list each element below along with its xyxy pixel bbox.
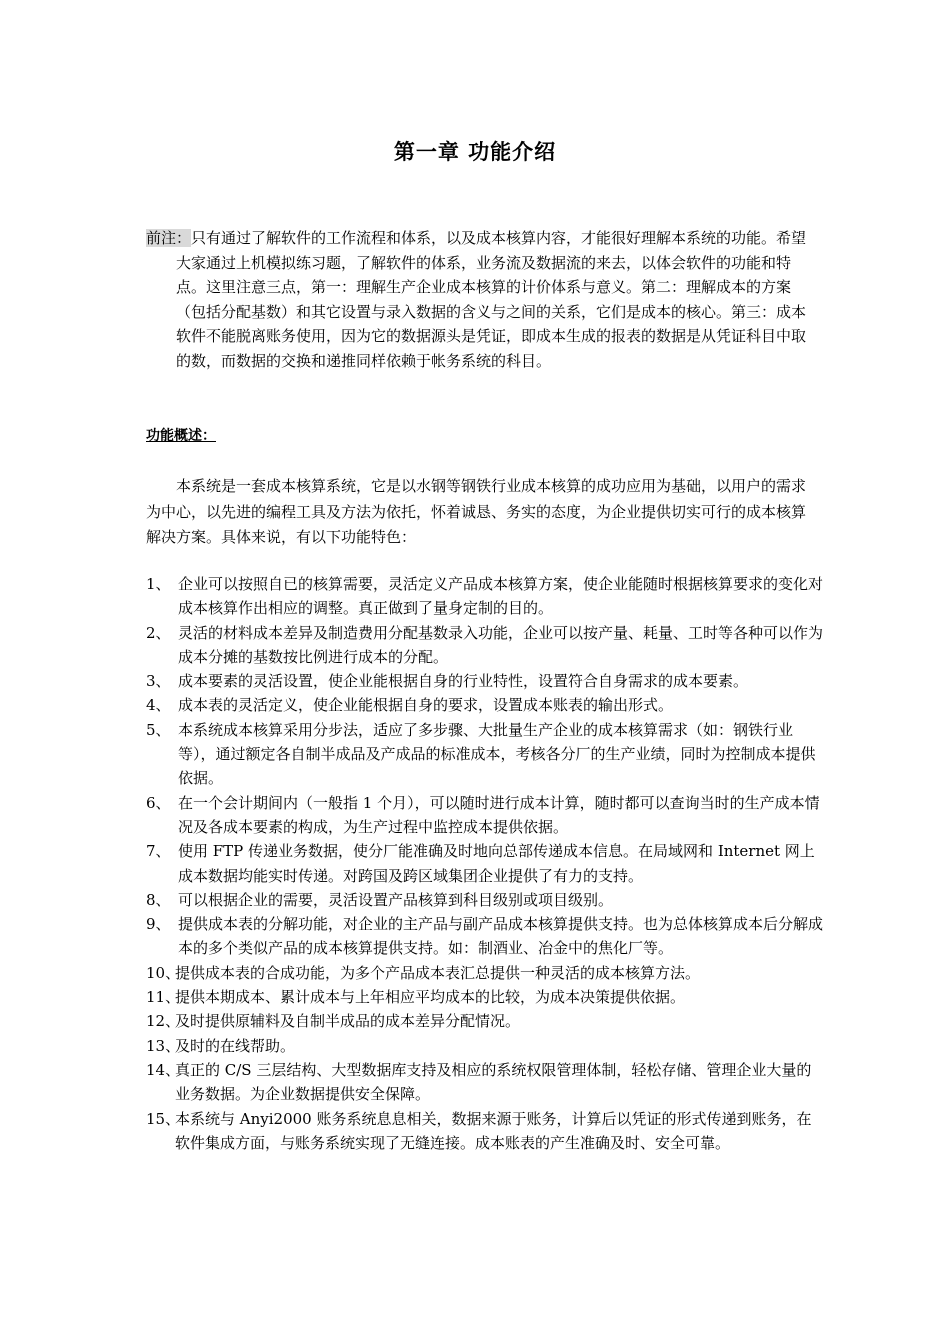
list-item	[146, 839, 826, 888]
list-item	[146, 888, 826, 912]
list-item	[146, 669, 826, 693]
list-item	[146, 985, 826, 1009]
item-number: 15、	[146, 1109, 181, 1128]
list-item	[146, 572, 826, 621]
list-item	[146, 718, 826, 791]
note-label: 前注：	[146, 229, 192, 247]
list-item	[146, 1009, 826, 1033]
item-text: 及时的在线帮助。	[175, 1036, 296, 1055]
item-text: 提供成本表的分解功能，对企业的主产品与副产品成本核算提供支持。也为总体核算成本后分解成本的多个类似产品的成本核算提供支持。如：制酒业、冶金中的焦化厂等。	[178, 915, 824, 958]
item-text: 可以根据企业的需要，灵活设置产品核算到科目级别或项目级别。	[178, 890, 614, 909]
intro-paragraph: 本系统是一套成本核算系统，它是以水钢等钢铁行业成本核算的成功应用为基础，以用户的需求为中心，以先进的编程工具及方法为依托，怀着诚恳、务实的态度，为企业提供切实可行的成本核算解决方案。具体来说，有以下功能特色：	[146, 477, 807, 546]
list-item	[146, 791, 826, 840]
preface-note	[146, 226, 814, 374]
item-text: 成本要素的灵活设置，使企业能根据自身的行业特性，设置符合自身需求的成本要素。	[178, 672, 749, 691]
item-number: 10、	[146, 963, 181, 982]
item-text: 在一个会计期间内（一般指 1 个月），可以随时进行成本计算，随时都可以查询当时的生产成本情况及各成本要素的构成，为生产过程中监控成本提供依据。	[178, 793, 820, 836]
item-number: 1、	[146, 575, 171, 593]
list-item	[146, 912, 826, 961]
item-number: 6、	[146, 793, 171, 812]
item-text: 真正的 C/S 三层结构、大型数据库支持及相应的系统权限管理体制，轻松存储、管理企业大量的业务数据。为企业数据提供安全保障。	[175, 1060, 812, 1104]
note-text: 只有通过了解软件的工作流程和体系，以及成本核算内容，才能很好理解本系统的功能。希望大家通过上机模拟练习题，了解软件的体系，业务流及数据流的来去，以体会软件的功能和特点。这里注意三点，第一：理解生产企业成本核算的计价体系与意义。第二：理解成本的方案（包括分配基数）和其它设置与录入数据的含义与之间的关系，它们是成本的核心。第三：成本软件不能脱离账务使用，因为它的数据源头是凭证，即成本生成的报表的数据是从凭证科目中取的数，而数据的交换和递推同样依赖于帐务系统的科目。	[176, 229, 807, 370]
item-number: 13、	[146, 1036, 181, 1055]
item-number: 3、	[146, 672, 171, 691]
item-text: 提供成本表的合成功能，为多个产品成本表汇总提供一种灵活的成本核算方法。	[175, 963, 701, 982]
item-text: 使用 FTP 传递业务数据，使分厂能准确及时地向总部传递成本信息。在局域网和 Internet 网上成本数据均能实时传递。对跨国及跨区域集团企业提供了有力的支持。	[178, 842, 815, 885]
item-text: 本系统与 Anyi2000 账务系统息息相关，数据来源于账务，计算后以凭证的形式传递到账务，在软件集成方面，与账务系统实现了无缝连接。成本账表的产生准确及时、安全可靠。	[175, 1109, 812, 1152]
item-number: 9、	[146, 915, 171, 934]
item-text: 提供本期成本、累计成本与上年相应平均成本的比较，为成本决策提供依据。	[175, 988, 686, 1007]
item-number: 7、	[146, 842, 171, 861]
chapter-title: 第一章 功能介绍	[393, 140, 557, 164]
item-number: 2、	[146, 623, 171, 642]
item-text: 企业可以按照自已的核算需要，灵活定义产品成本核算方案，使企业能随时根据核算要求的变化对成本核算作出相应的调整。真正做到了量身定制的目的。	[178, 575, 824, 618]
list-item	[146, 1034, 826, 1058]
item-number: 14、	[146, 1060, 181, 1079]
item-number: 8、	[146, 890, 171, 909]
item-number: 5、	[146, 720, 171, 739]
item-number: 11、	[146, 988, 181, 1007]
item-text: 本系统成本核算采用分步法，适应了多步骤、大批量生产企业的成本核算需求（如：钢铁行业等），通过额定各自制半成品及产成品的标准成本，考核各分厂的生产业绩，同时为控制成本提供依据。	[178, 720, 816, 788]
item-number: 4、	[146, 696, 171, 715]
list-item	[146, 693, 826, 717]
feature-list	[146, 572, 826, 1155]
list-item	[146, 961, 826, 985]
section-heading: 功能概述：	[146, 428, 216, 444]
item-text: 灵活的材料成本差异及制造费用分配基数录入功能，企业可以按产量、耗量、工时等各种可以作为成本分摊的基数按比例进行成本的分配。	[178, 623, 824, 666]
item-text: 成本表的灵活定义，使企业能根据自身的要求，设置成本账表的输出形式。	[178, 696, 674, 715]
item-text: 及时提供原辅料及自制半成品的成本差异分配情况。	[175, 1012, 521, 1031]
list-item	[146, 1058, 826, 1107]
item-number: 12、	[146, 1012, 181, 1031]
list-item	[146, 1107, 826, 1156]
list-item	[146, 621, 826, 670]
